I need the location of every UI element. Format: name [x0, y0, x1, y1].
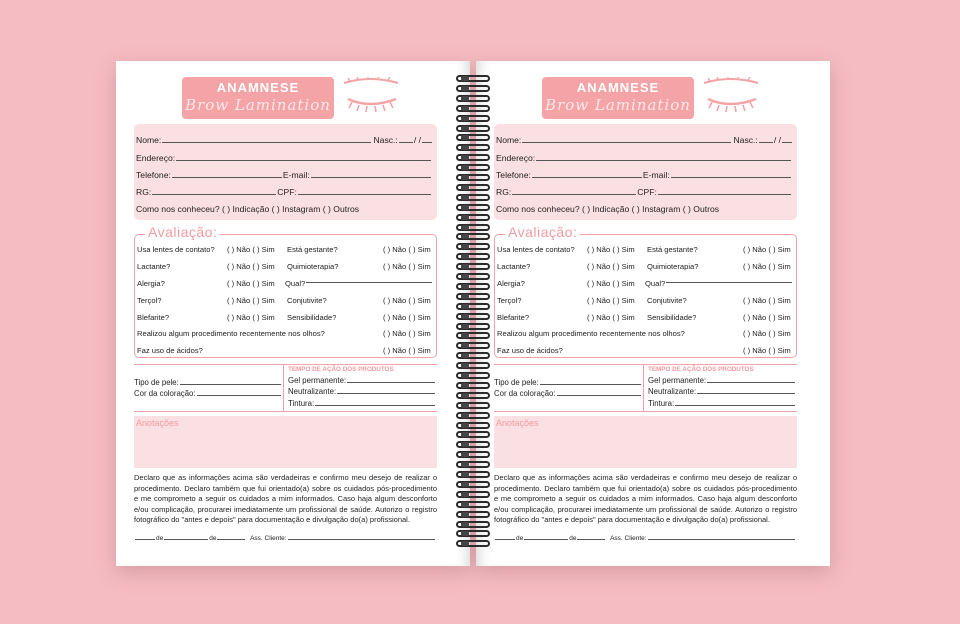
notes-box[interactable] [494, 416, 797, 468]
spiral-ring [456, 253, 490, 260]
nome-row[interactable]: Nome: Nasc.: / / [136, 128, 433, 145]
spiral-ring [456, 115, 490, 122]
product-section [134, 364, 437, 412]
rg-row[interactable]: RG: CPF: [136, 180, 433, 197]
como-row[interactable]: Como nos conheceu? ( ) Indicação ( ) Instagram ( ) Outros [496, 204, 720, 215]
spiral-ring [456, 263, 490, 270]
spiral-ring [456, 95, 490, 102]
open-notebook [116, 61, 830, 566]
spiral-ring [456, 174, 490, 181]
spiral-ring [456, 224, 490, 231]
form-header [134, 75, 437, 119]
spiral-ring [456, 204, 490, 211]
telefone-row[interactable]: Telefone: E-mail: [136, 163, 433, 180]
product-times [284, 365, 437, 411]
spiral-ring [456, 194, 490, 201]
spiral-ring [456, 342, 490, 349]
tintura-row[interactable]: Tintura: [648, 396, 797, 408]
client-info-box [134, 124, 437, 220]
spiral-ring [456, 144, 490, 151]
endereco-row[interactable]: Endereço: [496, 145, 793, 162]
tintura-row[interactable]: Tintura: [288, 396, 437, 408]
spiral-ring [456, 540, 490, 547]
spiral-ring [456, 283, 490, 290]
avaliacao-section [134, 224, 437, 358]
signature-row[interactable]: de de Ass. Cliente: [494, 535, 797, 542]
spiral-ring [456, 134, 490, 141]
spiral-ring [456, 412, 490, 419]
eyelash-icon [700, 77, 764, 113]
spiral-ring [456, 323, 490, 330]
spiral-ring [456, 441, 490, 448]
spiral-ring [456, 491, 490, 498]
neutralizante-row[interactable]: Neutralizante: [288, 385, 437, 397]
question-row[interactable]: Realizou algum procedimento recentemente nos olhos? ( ) Não ( ) Sim [497, 329, 791, 339]
como-row[interactable]: Como nos conheceu? ( ) Indicação ( ) Instagram ( ) Outros [136, 204, 360, 215]
spiral-ring [456, 392, 490, 399]
spiral-binding [456, 75, 490, 555]
spiral-ring [456, 273, 490, 280]
spiral-ring [456, 422, 490, 429]
spiral-ring [456, 154, 490, 161]
gel-row[interactable]: Gel permanente: [288, 373, 437, 385]
spiral-ring [456, 461, 490, 468]
question-row[interactable]: Terçol? ( ) Não ( ) Sim Conjutivite? ( ) Não ( ) Sim [497, 295, 791, 305]
gel-row[interactable]: Gel permanente: [648, 373, 797, 385]
anamnese-form-left [134, 75, 437, 542]
nome-row[interactable]: Nome: Nasc.: / / [496, 128, 793, 145]
notes-title: Anotações [496, 418, 539, 429]
spiral-ring [456, 164, 490, 171]
spiral-ring [456, 501, 490, 508]
notes-title: Anotações [136, 418, 179, 429]
telefone-row[interactable]: Telefone: E-mail: [496, 163, 793, 180]
title-box [182, 77, 334, 119]
notes-box[interactable] [134, 416, 437, 468]
question-row[interactable]: Blefarite? ( ) Não ( ) Sim Sensibilidade? ( ) Não ( ) Sim [137, 312, 431, 322]
question-row[interactable]: Alergia? ( ) Não ( ) Sim Qual? [137, 275, 434, 292]
spiral-ring [456, 332, 490, 339]
spiral-ring [456, 233, 490, 240]
spiral-ring [456, 352, 490, 359]
question-row[interactable]: Lactante? ( ) Não ( ) Sim Quimioterapia? ( ) Não ( ) Sim [137, 262, 431, 272]
neutralizante-row[interactable]: Neutralizante: [648, 385, 797, 397]
anamnese-form-right [494, 75, 797, 542]
product-section [494, 364, 797, 412]
avaliacao-title: Avaliação: [505, 224, 580, 240]
spiral-ring [456, 372, 490, 379]
spiral-ring [456, 402, 490, 409]
avaliacao-title: Avaliação: [145, 224, 220, 240]
spiral-ring [456, 511, 490, 518]
spiral-ring [456, 85, 490, 92]
question-row[interactable]: Usa lentes de contato? ( ) Não ( ) Sim Está gestante? ( ) Não ( ) Sim [137, 245, 431, 255]
skin-info [134, 365, 284, 411]
right-page [476, 61, 830, 566]
tipo-pele-row[interactable]: Tipo de pele: [494, 375, 643, 387]
tipo-pele-row[interactable]: Tipo de pele: [134, 375, 283, 387]
spiral-ring [456, 243, 490, 250]
spiral-ring [456, 530, 490, 537]
client-info-box [494, 124, 797, 220]
title-box [542, 77, 694, 119]
declaration-text: Declaro que as informações acima são verdadeiras e confirmo meu desejo de realizar o procedimento. Declaro também que fui orientado(a) sobre os cuidados pós-procedimento e me comprometo a seguir os cuidados a mim informados. Caso haja algum desconforto e/ou complicação, procurarei imediatamente um profissional de saúde. Autorizo o registro fotográfico do "antes e depois" para documentação e divulgação do(a) profissional. [134, 473, 437, 525]
question-row[interactable]: Alergia? ( ) Não ( ) Sim Qual? [497, 275, 794, 292]
spiral-ring [456, 313, 490, 320]
form-subtitle: Brow Lamination [545, 96, 691, 114]
question-row[interactable]: Terçol? ( ) Não ( ) Sim Conjutivite? ( ) Não ( ) Sim [137, 295, 431, 305]
spiral-ring [456, 303, 490, 310]
product-times [644, 365, 797, 411]
spiral-ring [456, 214, 490, 221]
spiral-ring [456, 382, 490, 389]
left-page [116, 61, 470, 566]
form-subtitle: Brow Lamination [185, 96, 331, 114]
question-row[interactable]: Faz uso de ácidos? ( ) Não ( ) Sim [497, 346, 791, 356]
declaration-text: Declaro que as informações acima são verdadeiras e confirmo meu desejo de realizar o procedimento. Declaro também que fui orientado(a) sobre os cuidados pós-procedimento e me comprometo a seguir os cuidados a mim informados. Caso haja algum desconforto e/ou complicação, procurarei imediatamente um profissional de saúde. Autorizo o registro fotográfico do "antes e depois" para documentação e divulgação do(a) profissional. [494, 473, 797, 525]
spiral-ring [456, 481, 490, 488]
spiral-ring [456, 293, 490, 300]
form-title: ANAMNESE [576, 80, 660, 95]
spiral-ring [456, 451, 490, 458]
spiral-ring [456, 105, 490, 112]
spiral-ring [456, 184, 490, 191]
form-title: ANAMNESE [216, 80, 300, 95]
spiral-ring [456, 431, 490, 438]
endereco-row[interactable]: Endereço: [136, 145, 433, 162]
question-row[interactable]: Realizou algum procedimento recentemente nos olhos? ( ) Não ( ) Sim [137, 329, 431, 339]
question-row[interactable]: Faz uso de ácidos? ( ) Não ( ) Sim [137, 346, 431, 356]
spiral-ring [456, 471, 490, 478]
question-row[interactable]: Usa lentes de contato? ( ) Não ( ) Sim Está gestante? ( ) Não ( ) Sim [497, 245, 791, 255]
question-row[interactable]: Lactante? ( ) Não ( ) Sim Quimioterapia? ( ) Não ( ) Sim [497, 262, 791, 272]
spiral-ring [456, 75, 490, 82]
product-times-title: TEMPO DE AÇÃO DOS PRODUTOS [648, 366, 754, 374]
skin-info [494, 365, 644, 411]
spiral-ring [456, 362, 490, 369]
spiral-ring [456, 521, 490, 528]
product-times-title: TEMPO DE AÇÃO DOS PRODUTOS [288, 366, 394, 374]
rg-row[interactable]: RG: CPF: [496, 180, 793, 197]
spiral-ring [456, 125, 490, 132]
eyelash-icon [340, 77, 404, 113]
cor-coloracao-row[interactable]: Cor da coloração: [494, 387, 643, 399]
question-row[interactable]: Blefarite? ( ) Não ( ) Sim Sensibilidade? ( ) Não ( ) Sim [497, 312, 791, 322]
form-header [494, 75, 797, 119]
cor-coloracao-row[interactable]: Cor da coloração: [134, 387, 283, 399]
avaliacao-section [494, 224, 797, 358]
signature-row[interactable]: de de Ass. Cliente: [134, 535, 437, 542]
